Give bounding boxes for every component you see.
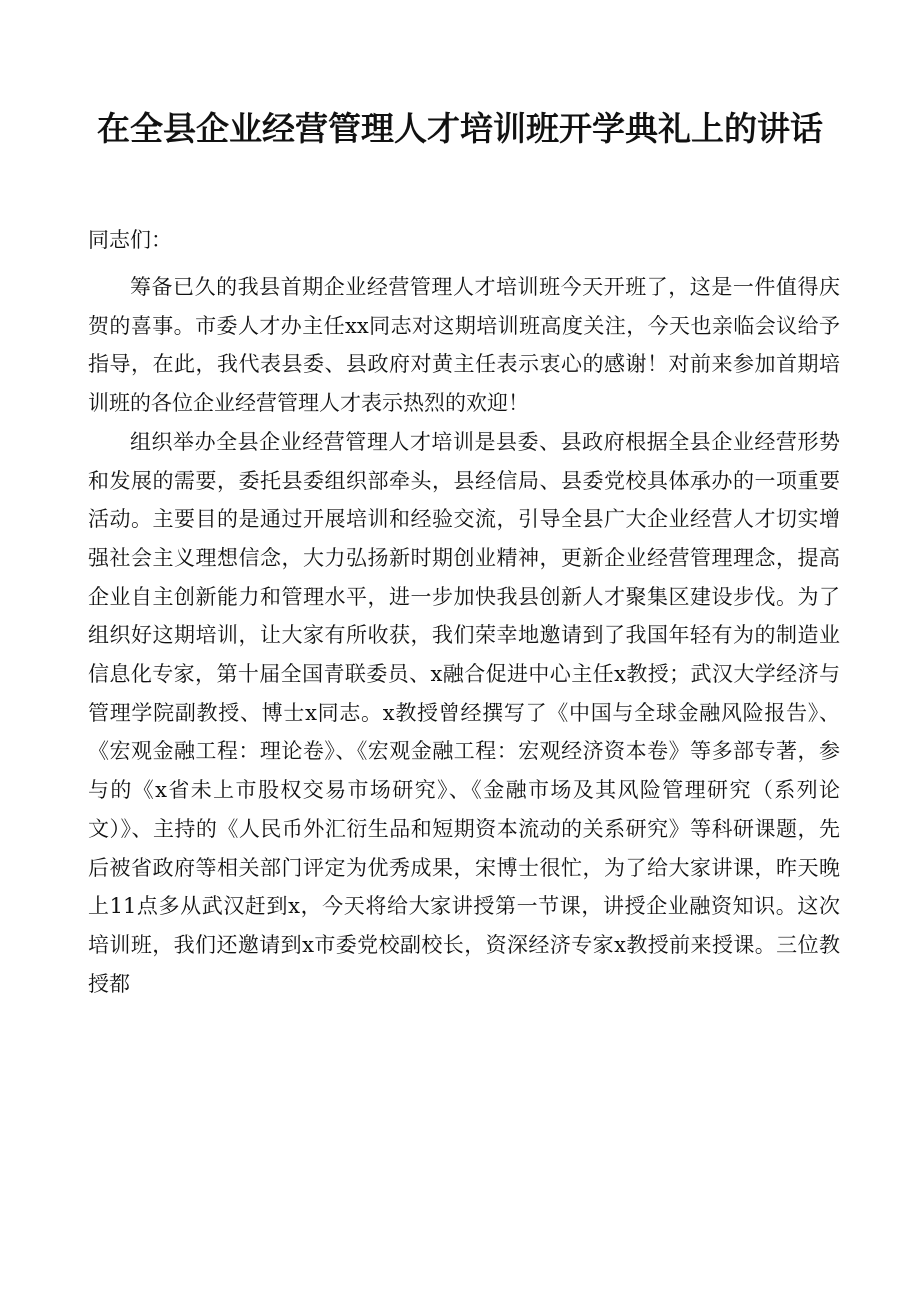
paragraph-1: 筹备已久的我县首期企业经营管理人才培训班今天开班了，这是一件值得庆贺的喜事。市委人才办主任xx同志对这期培训班高度关注，今天也亲临会议给予指导，在此，我代表县委、县政府对黄主任表示衷心的感谢！对前来参加首期培训班的各位企业经营管理人才表示热烈的欢迎！ [88, 275, 840, 416]
salutation: 同志们： [88, 228, 172, 252]
paragraph-2: 组织举办全县企业经营管理人才培训是县委、县政府根据全县企业经营形势和发展的需要，委托县委组织部牵头，县经信局、县委党校具体承办的一项重要活动。主要目的是通过开展培训和经验交流，引导全县广大企业经营人才切实增强社会主义理想信念，大力弘扬新时期创业精神，更新企业经营管理理念，提高企业自主创新能力和管理水平，进一步加快我县创新人才聚集区建设步伐。为了组织好这期培训，让大家有所收获，我们荣幸地邀请到了我国年轻有为的制造业信息化专家，第十届全国青联委员、x融合促进中心主任x教授；武汉大学经济与管理学院副教授、博士x同志。x教授曾经撰写了《中国与全球金融风险报告》、《宏观金融工程：理论卷》、《宏观金融工程：宏观经济资本卷》等多部专著，参与的《x省未上市股权交易市场研究》、《金融市场及其风险管理研究（系列论文）》、主持的《人民币外汇衍生品和短期资本流动的关系研究》等科研课题，先后被省政府等相关部门评定为优秀成果，宋博士很忙，为了给大家讲课，昨天晚上11点多从武汉赶到x，今天将给大家讲授第一节课，讲授企业融资知识。这次培训班，我们还邀请到x市委党校副校长，资深经济专家x教授前来授课。三位教授都 [88, 429, 840, 996]
document-body [88, 268, 840, 1003]
document-title: 在全县企业经营管理人才培训班开学典礼上的讲话 [97, 109, 823, 148]
